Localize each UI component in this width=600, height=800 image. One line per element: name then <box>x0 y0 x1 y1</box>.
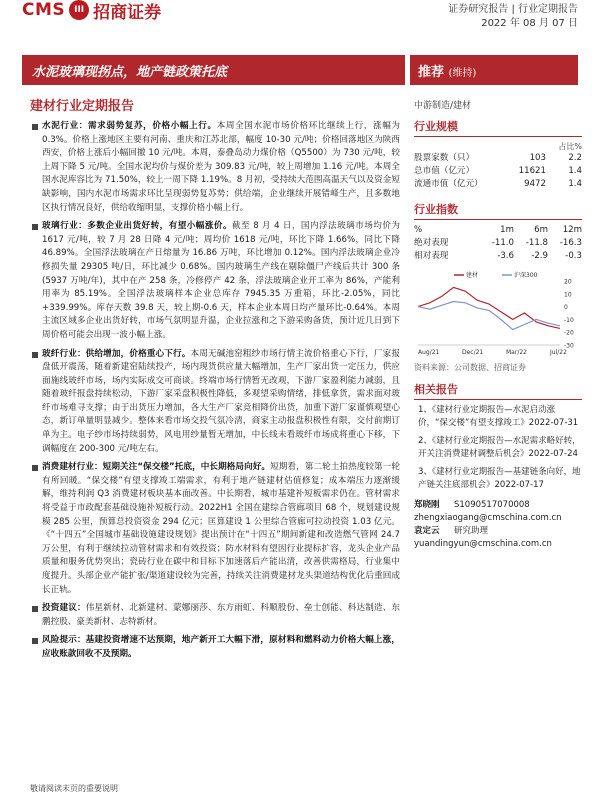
para-text: 短期看，第二轮土拍热度较第一轮有所回暖。“保交楼”有望支撑竣工端需求，有利于地产链建材估值修复；成本端压力逐渐缓解，维持利润 Q3 消费建材板块基本面改善。中长期看，城市基建补短板需求仍在。管材需求将受益于市政配套基础设施补短板行动。2022H1 全国在建综合管廊项目 68 个，规划建设规模 285 公里，预算总投资资金 294 亿元；匡算建设 1 公里综合管廊可拉动投资 1.03 亿元。《“十四五”全国城市基础设施建设规划》提出预计在“十四五”期间新建和改造燃气管网 24.7 万公里，有利于继续拉动管材需求和有效投资；防水材料有望因行业提标扩容，龙头企业产品质量和服务优势突出；瓷砖行业在碳中和目标下加速落后产能出清，改善供需格局，行业集中度提升。头部企业产能扩张/渠道建设较为完善，持续关注消费建材龙头渠道结构优化后重回成长正轨。 <box>42 462 400 595</box>
paragraph-invest <box>30 602 400 629</box>
rating-box <box>410 55 578 85</box>
para-lead: 风险提示：基建投资增速不达预期，地产新开工大幅下滑，原材料和燃料动力价格大幅上涨，应收账款回收不及预期。 <box>42 635 400 659</box>
related-report[interactable]: 2、《建材行业定期报告—水泥需求略好转，开关注消费建材调整后机会》2022-07-24 <box>418 436 581 459</box>
index-chart <box>414 267 582 357</box>
analyst-email[interactable]: zhengxiaogang@cmschina.com.cn <box>414 513 562 523</box>
scale-row: 总市值（亿元） 11621 1.4 <box>414 166 582 176</box>
x-tick-label: Aug/21 <box>418 349 440 356</box>
sidebar <box>414 118 582 551</box>
para-text: 截至 8 月 4 日，国内浮法玻璃市场均价为 1617 元/吨，较 7 月 28 日降 4 元/吨；周均价 1618 元/吨，环比下降 1.66%，同比下降 46.89%。全国浮法玻璃在产日熔量为 16.86 万吨，环比增加 0.12%。国内浮法玻璃企业冷修损失量 29305 吨/日，环比减少 0.68%。国内玻璃生产线在剔除僵尸产线后共计 300 条(5937 万吨/年)，其中在产 258 条，冷修停产 42 条，浮法玻璃企业开工率为 86%，产能利用率为 85.19%。全国浮法玻璃样本企业总库存 7945.35 万重箱，环比-2.05%，同比+339.99%。库存天数 39.8 天，较上期-0.6 天，样本企业本周日均产量环比-0.64%。本周主流区域多企业出货好转，市场气氛明显升温，企业拉涨和之下游采购备货，预计近几日到下周价格可能会出现一波小幅上涨。 <box>42 221 400 340</box>
footer-note: 敬请阅读末页的重要说明 <box>30 784 118 793</box>
industry-label: 中游制造/建材 <box>414 101 472 111</box>
analyst-id: 研究助理 <box>454 526 489 536</box>
page-header <box>0 0 600 50</box>
related-report[interactable]: 3、《建材行业定期报告—基建链条向好，地产链关注底部机会》2022-07-17 <box>418 467 581 490</box>
rating-sub: (维持) <box>448 68 477 79</box>
doc-type: 证券研究报告 | 行业定期报告 <box>448 4 578 15</box>
para-lead: 投资建议： <box>42 603 86 614</box>
para-text: 本周无碱池窑粗纱市场行情主流价格重心下行，厂家报盘低开震荡，随着新建窑陆续投产，场内现货供应量大幅增加，生产厂家出货一定压力，供应面施线玻纤市场，场内实际成交可商谈。终端市场行情暂无改观，下游厂家盈利能力减弱，且随着玻纤报盘持续松动，下游厂家采盘积极性降低，多观望采购情绪，排低拿货，需求面对玻纤市场难寻支撑；由于出货压力增加，各大生产厂家竞相降价出货，加重下游厂家谨慎观望心态，新订单量明显减少。整体来看市场交投气氛冷清，商家主动报盘积极性有限，交付前期订单为主。电子纱市场持续弱势，风电用纱量暂无增加，中长线未看玻纤市场成将重心下移，下调幅度在 200-300 元/吨左右。 <box>42 348 400 454</box>
index-head: % 1m 6m 12m <box>414 225 582 235</box>
x-tick-label: Jul/22 <box>550 349 567 356</box>
logo-en: CMS <box>22 0 66 20</box>
analyst-name: 郑晓刚 <box>414 500 440 510</box>
para-lead: 玻璃行业：多数企业出货好转，有望小幅涨价。 <box>42 221 232 232</box>
scale-head: 占比% <box>558 142 582 151</box>
report-title: 水泥玻璃现拐点，地产链政策托底 <box>22 55 405 85</box>
index-title: 行业指数 <box>414 201 582 220</box>
analyst-email[interactable]: yuandingyun@cmschina.com.cn <box>414 539 552 549</box>
index-row: 绝对表现 -11.0 -11.8 -16.3 <box>414 238 582 248</box>
series-line-1 <box>418 302 560 330</box>
paragraph-consumer <box>30 461 400 597</box>
scale-title: 行业规模 <box>414 118 582 137</box>
main-body <box>30 120 400 667</box>
y-tick-label: -20 <box>564 329 574 337</box>
para-text: 本周全国水泥市场价格环比继续上行，涨幅为 0.3%。价格上涨地区主要有河南、重庆和江苏北部，幅度 10-30 元/吨；价格回落地区为陕西西安，价格上涨后小幅回撤 10 元/吨。本周，泰叠岛动力煤价格（Q5500）为 730 元/吨，较上周下降 5 元/吨。全国水泥均价与煤价差为 309.83 元/吨，较上周增加 1.16 元/吨。本周全国水泥库容比为 71.50%，较上一周下降 1.19%。8 月初，受持续大范围高温天气以及资金短缺影响，国内水泥市场需求环比呈现弱势复苏势；供给端，企业继续开展错峰生产，且多数地区执行情况良好，供给收缩明显，支撑价格小幅上行。 <box>42 121 400 213</box>
x-tick-label: Mar/22 <box>506 349 527 356</box>
related-title: 相关报告 <box>414 381 582 400</box>
legend-label: 建材 <box>466 272 479 279</box>
rating: 推荐 <box>418 65 445 80</box>
report-subtitle: 建材行业定期报告 <box>30 99 135 114</box>
para-lead: 消费建材行业：短期关注“保交楼”托底，中长期格局向好。 <box>42 462 271 473</box>
analyst <box>414 499 582 551</box>
paragraph-risk <box>30 634 400 661</box>
analyst-name: 袁定云 <box>414 526 440 536</box>
y-tick-label: 20 <box>564 278 572 286</box>
related-report[interactable]: 1、《建材行业定期报告—水泥启动涨价，“保交楼”有望支撑竣工》2022-07-31 <box>418 405 579 428</box>
y-tick-label: -10 <box>564 316 574 324</box>
scale-row: 股票家数（只） 103 2.2 <box>414 153 582 163</box>
index-row: 相对表现 -3.6 -2.9 -0.3 <box>414 251 582 261</box>
y-tick-label: 10 <box>564 291 572 299</box>
y-tick-label: 0 <box>564 304 568 312</box>
logo <box>22 0 162 23</box>
logo-cn: 招商证券 <box>93 2 162 23</box>
logo-badge-icon: III <box>69 0 89 20</box>
chart-source: 资料来源：公司数据、招商证券 <box>414 363 526 372</box>
paragraph-cement <box>30 120 400 215</box>
legend-label: 沪深300 <box>514 272 538 279</box>
series-line-0 <box>418 287 560 328</box>
para-text: 伟星新材、北新建材、蒙娜丽莎、东方雨虹、科顺股份、垒士创能、科达制造、东鹏控股、豪美新材、志特新材。 <box>42 603 400 627</box>
paragraph-fiberglass <box>30 348 400 457</box>
scale-row: 流通市值（亿元） 9472 1.4 <box>414 179 582 189</box>
para-lead: 水泥行业：需求弱势复苏，价格小幅上行。 <box>42 121 217 131</box>
report-date: 2022 年 08 月 07 日 <box>481 18 578 29</box>
analyst-id: S1090517070008 <box>454 500 530 510</box>
para-lead: 玻纤行业：供给增加，价格重心下行。 <box>42 348 191 359</box>
x-tick-label: Dec/21 <box>462 349 484 356</box>
y-tick-label: -30 <box>564 342 574 350</box>
paragraph-glass <box>30 220 400 342</box>
